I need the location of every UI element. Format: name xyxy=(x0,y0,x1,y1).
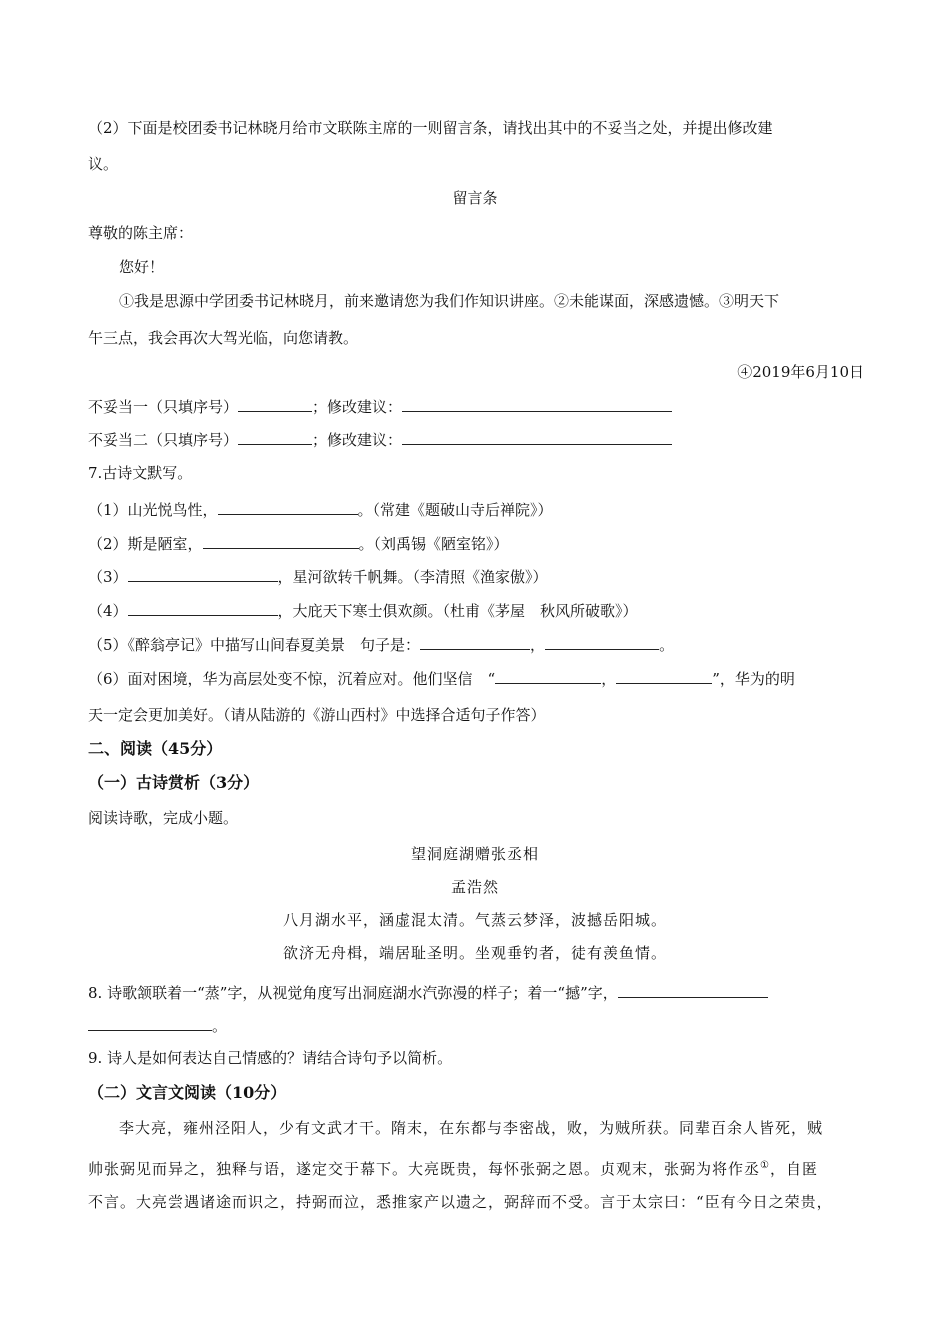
note-body-line2: 午三点，我会再次大驾光临，向您请教。 xyxy=(88,329,359,347)
q7-1-blank[interactable] xyxy=(218,499,358,515)
q7-item-2 xyxy=(88,533,509,554)
error-2-suggest-label: ；修改建议： xyxy=(312,431,403,449)
q7-5-comma: ， xyxy=(530,636,546,654)
q7-title: 7.古诗文默写。 xyxy=(88,464,193,482)
classical-para-line3: 不言。大亮尝遇诸途而识之，持弼而泣，悉推家产以遗之，弼辞而不受。言于太宗曰：“臣有今日之荣贵， xyxy=(88,1193,833,1211)
q6-2-prompt-line1: （2）下面是校团委书记林晓月给市文联陈主席的一则留言条，请找出其中的不妥当之处，并提出修改建 xyxy=(88,119,773,137)
section-2-sub1: （一）古诗赏析（3分） xyxy=(88,773,260,792)
error-row-1 xyxy=(88,396,672,417)
poem-author: 孟浩然 xyxy=(450,878,499,896)
error-row-2 xyxy=(88,429,672,450)
q7-4-source: ，大庇天下寒士俱欢颜。（杜甫《茅屋 秋风所破歌》） xyxy=(277,602,638,620)
q7-4-text: （4） xyxy=(88,602,128,620)
q8-end: 。 xyxy=(212,1017,228,1035)
q7-5-blank-2[interactable] xyxy=(545,634,659,650)
note-greeting: 您好！ xyxy=(119,258,165,276)
note-date: ④2019年6月10日 xyxy=(737,363,864,381)
q7-6-text: （6）面对困境，华为高层处变不惊，沉着应对。他们坚信 “ xyxy=(88,670,496,688)
q7-3-text: （3） xyxy=(88,568,128,586)
q9-text: 9. 诗人是如何表达自己情感的？请结合诗句予以简析。 xyxy=(88,1049,453,1067)
q7-item-3 xyxy=(88,566,548,587)
poem-line-1: 八月湖水平，涵虚混太清。气蒸云梦泽，波撼岳阳城。 xyxy=(282,911,667,929)
section-2-title: 二、阅读（45分） xyxy=(88,739,223,758)
classical-para-line2 xyxy=(88,1156,818,1179)
q7-5-text: （5）《醉翁亭记》中描写山间春夏美景 句子是： xyxy=(88,636,421,654)
classical-line2-text: 帅张弼见而异之，独释与语，遂定交于幕下。大亮既贵，每怀张弼之恩。贞观末，张弼为将作丞 xyxy=(88,1160,761,1178)
q8-blank-1[interactable] xyxy=(618,982,768,998)
q7-6-comma: ， xyxy=(601,670,617,688)
q8-line1 xyxy=(88,982,768,1003)
q7-6-blank-1[interactable] xyxy=(495,668,601,684)
q7-4-blank[interactable] xyxy=(128,600,278,616)
poem-line-2: 欲济无舟楫，端居耻圣明。坐观垂钓者，徒有羡鱼情。 xyxy=(282,944,667,962)
q7-2-source: 。（刘禹锡《陋室铭》） xyxy=(358,535,509,553)
error-1-number-blank[interactable] xyxy=(238,396,312,412)
q7-6-blank-2[interactable] xyxy=(616,668,712,684)
q7-1-text: （1）山光悦鸟性， xyxy=(88,501,218,519)
classical-line2-end: ，自匿 xyxy=(769,1160,818,1178)
error-2-number-blank[interactable] xyxy=(238,429,312,445)
error-2-suggestion-blank[interactable] xyxy=(402,429,672,445)
poem-intro: 阅读诗歌，完成小题。 xyxy=(88,809,239,827)
error-2-label: 不妥当二（只填序号） xyxy=(88,431,239,449)
footnote-marker: ① xyxy=(760,1160,770,1171)
poem-title: 望洞庭湖赠张丞相 xyxy=(410,845,539,863)
q7-item-6 xyxy=(88,668,795,689)
note-title: 留言条 xyxy=(452,189,498,207)
q8-line2 xyxy=(88,1015,227,1036)
q7-3-blank[interactable] xyxy=(128,566,278,582)
error-1-suggestion-blank[interactable] xyxy=(402,396,672,412)
q7-3-source: ，星河欲转千帆舞。（李清照《渔家傲》） xyxy=(277,568,548,586)
error-1-suggest-label: ；修改建议： xyxy=(312,398,403,416)
q7-item-1 xyxy=(88,499,553,520)
q7-1-source: 。（常建《题破山寺后禅院》） xyxy=(357,501,553,519)
section-2-sub2: （二）文言文阅读（10分） xyxy=(88,1083,287,1102)
q7-item-4 xyxy=(88,600,638,621)
q7-5-end: 。 xyxy=(659,636,675,654)
error-1-label: 不妥当一（只填序号） xyxy=(88,398,239,416)
note-salutation: 尊敬的陈主席： xyxy=(88,224,194,242)
q7-6-rest: ”，华为的明 xyxy=(712,670,795,688)
q7-2-blank[interactable] xyxy=(203,533,359,549)
q7-5-blank-1[interactable] xyxy=(420,634,530,650)
q7-item-6-line2: 天一定会更加美好。（请从陆游的《游山西村》中选择合适句子作答） xyxy=(88,706,546,724)
q8-text: 8. 诗歌颔联着一“蒸”字，从视觉角度写出洞庭湖水汽弥漫的样子；着一“撼”字， xyxy=(88,984,618,1002)
q7-2-text: （2）斯是陋室， xyxy=(88,535,203,553)
classical-para-line1: 李大亮，雍州泾阳人，少有文武才干。隋末，在东都与李密战，败，为贼所获。同辈百余人皆死，贼 xyxy=(119,1119,824,1137)
q6-2-prompt-line2: 议。 xyxy=(88,155,119,173)
note-body-line1: ①我是思源中学团委书记林晓月，前来邀请您为我们作知识讲座。②未能谋面，深感遗憾。③明天下 xyxy=(119,292,780,310)
q8-blank-2[interactable] xyxy=(88,1015,212,1031)
q7-item-5 xyxy=(88,634,674,655)
